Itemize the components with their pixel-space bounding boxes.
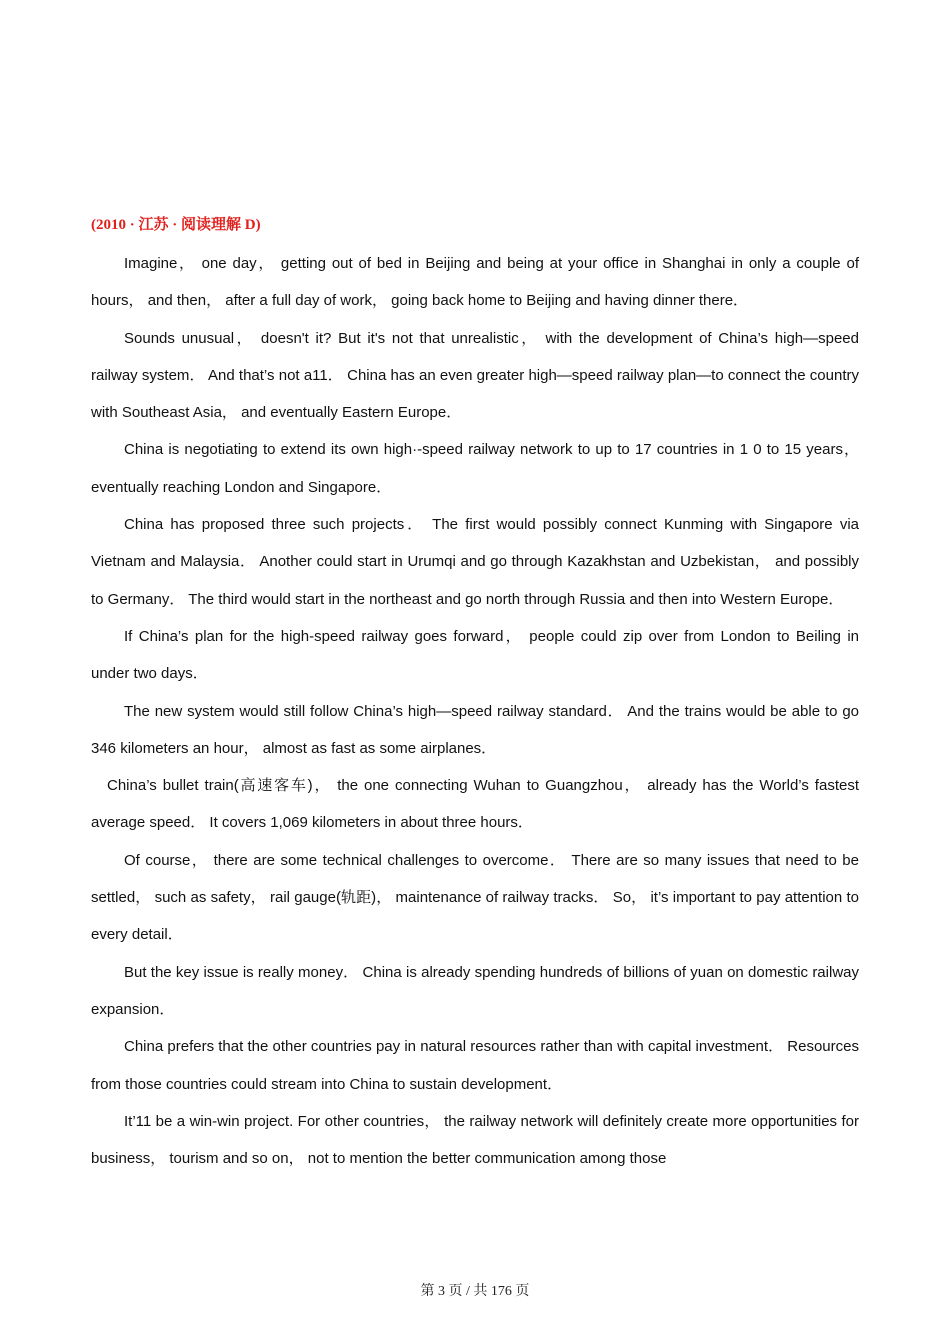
paragraph: The new system would still follow China’s high—speed railway standard． And the trains would be able to go 346 kilometers an hour， almost as fast as some airplanes． (91, 702, 859, 757)
paragraph: China prefers that the other countries pay in natural resources rather than with capital investment． Resources from those countries could stream into China to sustain development． (91, 1038, 859, 1093)
paragraph: Of course， there are some technical challenges to overcome． There are so many issues that need to be settled， such as safety， rail gauge(轨距)， maintenance of railway tracks． So， it’s important to pay attention to every detail． (91, 851, 859, 944)
paragraph: China’s bullet train(高速客车)， the one connecting Wuhan to Guangzhou， already has the World’s fastest average speed． It covers 1,069 kilometers in about three hours． (91, 777, 859, 832)
paragraph: China has proposed three such projects． The first would possibly connect Kunming with Singapore via Vietnam and Malaysia． Another could start in Urumqi and go through Kazakhstan and Uzbekistan， and possibly to Germany． The third would start in the northeast and go north through Russia and then into Western Europe． (91, 516, 859, 608)
page-footer: 第 3 页 / 共 176 页 (420, 1284, 530, 1299)
question-heading: (2010 · 江苏 · 阅读理解 D) (91, 217, 261, 233)
paragraph: Imagine， one day， getting out of bed in Beijing and being at your office in Shanghai in only a couple of hours， and then， after a full day of work， going back home to Beijing and having dinner there． (91, 255, 859, 310)
paragraph: China is negotiating to extend its own high·-speed railway network to up to 17 countries in 1 0 to 15 years， eventually reaching London and Singapore． (91, 441, 859, 496)
paragraph: If China’s plan for the high-speed railway goes forward， people could zip over from London to Beiling in under two days． (91, 627, 859, 683)
paragraph: Sounds unusual， doesn't it? But it's not that unrealistic， with the development of China’s high—speed railway system． And that’s not a11． China has an even greater high—speed railway plan—to connect the country with Southeast Asia， and eventually Eastern Europe． (91, 329, 859, 422)
paragraph: It’11 be a win-win project. For other countries， the railway network will definitely create more opportunities for business， tourism and so on， not to mention the better communication among those (91, 1112, 859, 1168)
passage-body (91, 245, 859, 1177)
paragraph: But the key issue is really money． China is already spending hundreds of billions of yuan on domestic railway expansion． (91, 963, 859, 1018)
